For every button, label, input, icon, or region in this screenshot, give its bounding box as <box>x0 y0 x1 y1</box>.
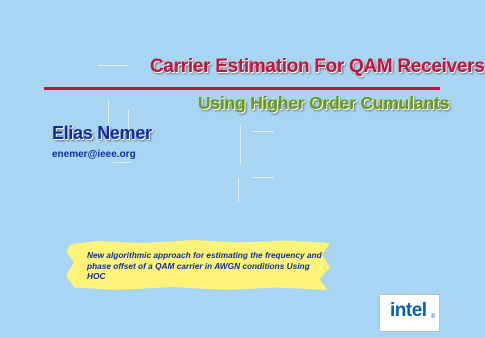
decor-line <box>98 65 128 66</box>
decor-line <box>238 178 239 202</box>
author-email: enemer@ieee.org <box>52 149 136 160</box>
slide-title: Carrier Estimation For QAM Receivers <box>150 56 485 77</box>
registered-mark: ® <box>431 314 436 320</box>
note-text: New algorithmic approach for estimating the frequency and phase offset of a QAM carrier in AWGN conditions Using HOC <box>87 250 322 281</box>
decor-line <box>252 131 274 132</box>
slide-subtitle: Using Higher Order Cumulants <box>198 93 450 113</box>
intel-logo-text: intel <box>390 300 427 321</box>
title-divider <box>44 87 440 90</box>
author-name: Elias Nemer <box>52 123 152 143</box>
decor-line <box>108 100 109 124</box>
decor-line <box>252 177 274 178</box>
decor-line <box>240 125 241 165</box>
decor-line <box>113 162 131 163</box>
